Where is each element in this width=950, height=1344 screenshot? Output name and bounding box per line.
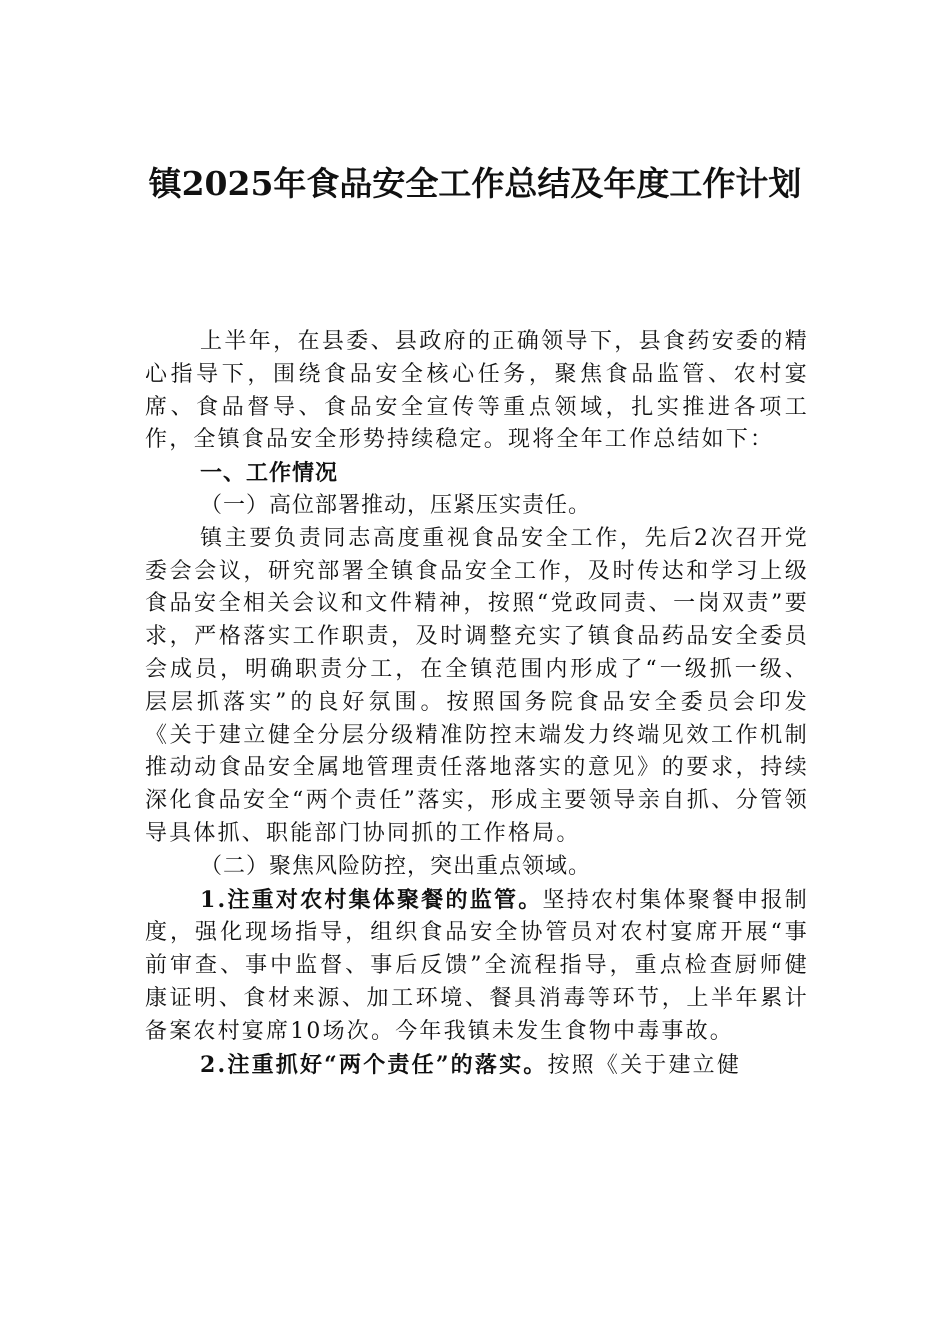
- list-item-lead: 2.注重抓好“两个责任”的落实。: [200, 1051, 548, 1078]
- subsection-heading: （二）聚焦风险防控，突出重点领域。: [200, 853, 592, 879]
- list-item-text: 按照《关于建立健: [547, 1052, 742, 1078]
- list-item: [145, 884, 809, 1049]
- list-item-lead: 1.注重对农村集体聚餐的监管。: [200, 886, 543, 913]
- document-body: [145, 326, 809, 1082]
- intro-paragraph: 上半年，在县委、县政府的正确领导下，县食药安委的精心指导下，围绕食品安全核心任务，聚焦食品监管、农村宴席、食品督导、食品安全宣传等重点领域，扎实推进各项工作，全镇食品安全形势持续稳定。现将全年工作总结如下：: [145, 329, 809, 453]
- list-item-text: 坚持农村集体聚餐申报制度，强化现场指导，组织食品安全协管员对农村宴席开展“事前审查、事中监督、事后反馈”全流程指导，重点检查厨师健康证明、食材来源、加工环境、餐具消毒等环节，上半年累计备案农村宴席10场次。今年我镇未发生食物中毒事故。: [145, 887, 809, 1044]
- subsection-heading: （一）高位部署推动，压紧压实责任。: [200, 492, 592, 518]
- document-title: 镇2025年食品安全工作总结及年度工作计划: [148, 164, 802, 203]
- section-heading: 一、工作情况: [200, 460, 339, 487]
- list-item: [145, 1049, 809, 1083]
- body-paragraph: 镇主要负责同志高度重视食品安全工作，先后2次召开党委会会议，研究部署全镇食品安全工作，及时传达和学习上级食品安全相关会议和文件精神，按照“党政同责、一岗双责”要求，严格落实工作职责，及时调整充实了镇食品药品安全委员会成员，明确职责分工，在全镇范围内形成了“一级抓一级、层层抓落实”的良好氛围。按照国务院食品安全委员会印发《关于建立健全分层分级精准防控末端发力终端见效工作机制推动动食品安全属地管理责任落地落实的意见》的要求，持续深化食品安全“两个责任”落实，形成主要领导亲自抓、分管领导具体抓、职能部门协同抓的工作格局。: [145, 525, 809, 846]
